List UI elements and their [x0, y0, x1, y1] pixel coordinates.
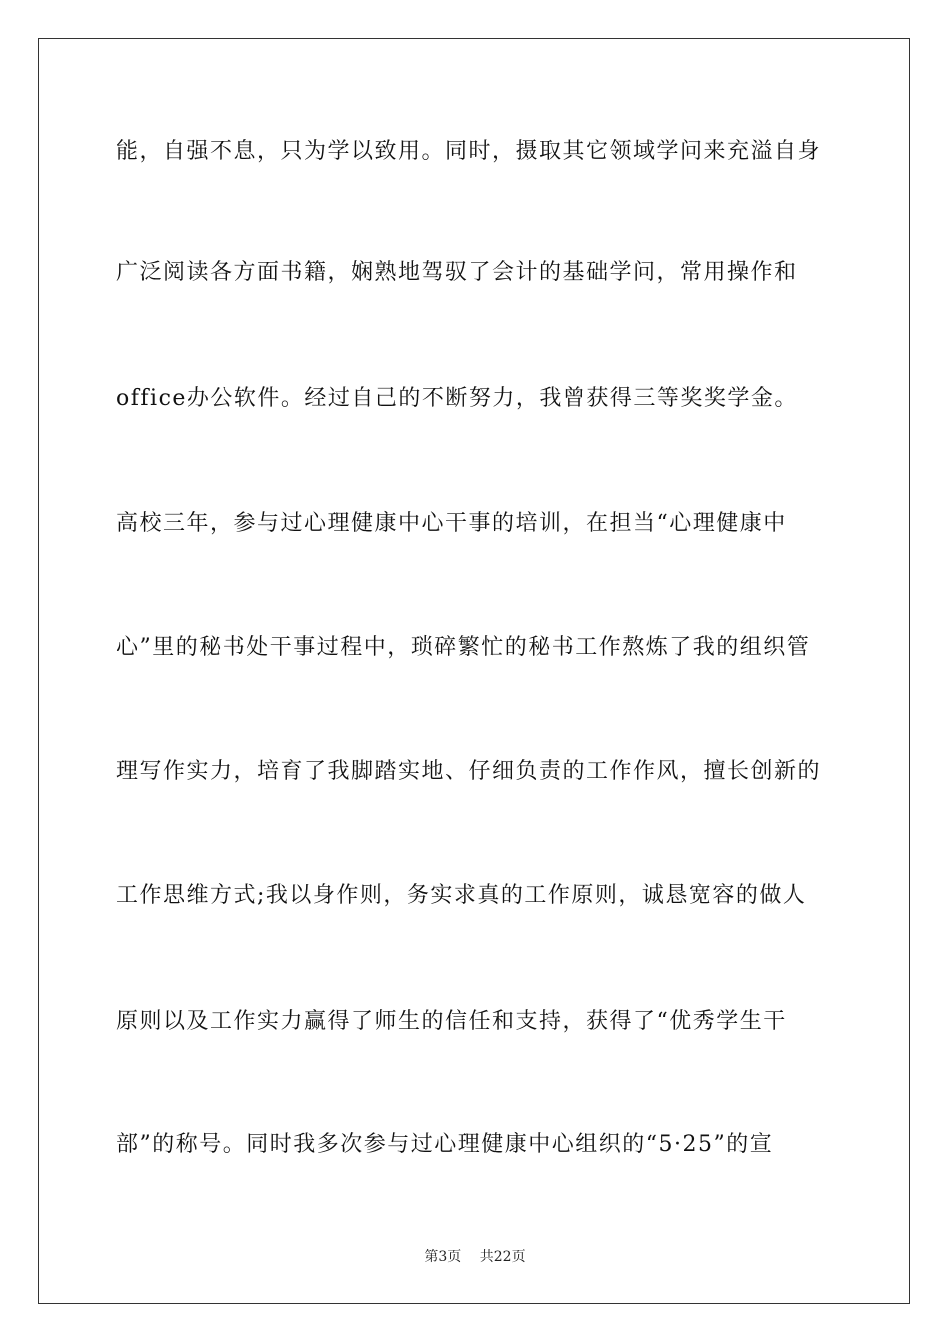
page-number: 第3页	[424, 1249, 462, 1265]
text-line-6: 理写作实力，培育了我脚踏实地、仔细负责的工作作风，擅长创新的	[116, 759, 822, 784]
text-line-5: 心”里的秘书处干事过程中，琐碎繁忙的秘书工作熬炼了我的组织管	[116, 635, 811, 660]
page-total: 共22页	[479, 1249, 526, 1265]
page-footer	[0, 1248, 950, 1266]
text-line-9: 部”的称号。同时我多次参与过心理健康中心组织的“5·25”的宣	[116, 1132, 774, 1157]
text-line-1: 能，自强不息，只为学以致用。同时，摄取其它领域学问来充溢自身	[116, 139, 822, 164]
text-line-3: office办公软件。经过自己的不断努力，我曾获得三等奖奖学金。	[116, 386, 798, 411]
text-line-4: 高校三年，参与过心理健康中心干事的培训，在担当“心理健康中	[116, 511, 787, 536]
text-line-7: 工作思维方式;我以身作则，务实求真的工作原则，诚恳宽容的做人	[116, 883, 807, 908]
text-line-2: 广泛阅读各方面书籍，娴熟地驾驭了会计的基础学问，常用操作和	[116, 260, 798, 285]
page-border	[38, 38, 910, 1304]
text-line-8: 原则以及工作实力赢得了师生的信任和支持，获得了“优秀学生干	[116, 1009, 787, 1034]
